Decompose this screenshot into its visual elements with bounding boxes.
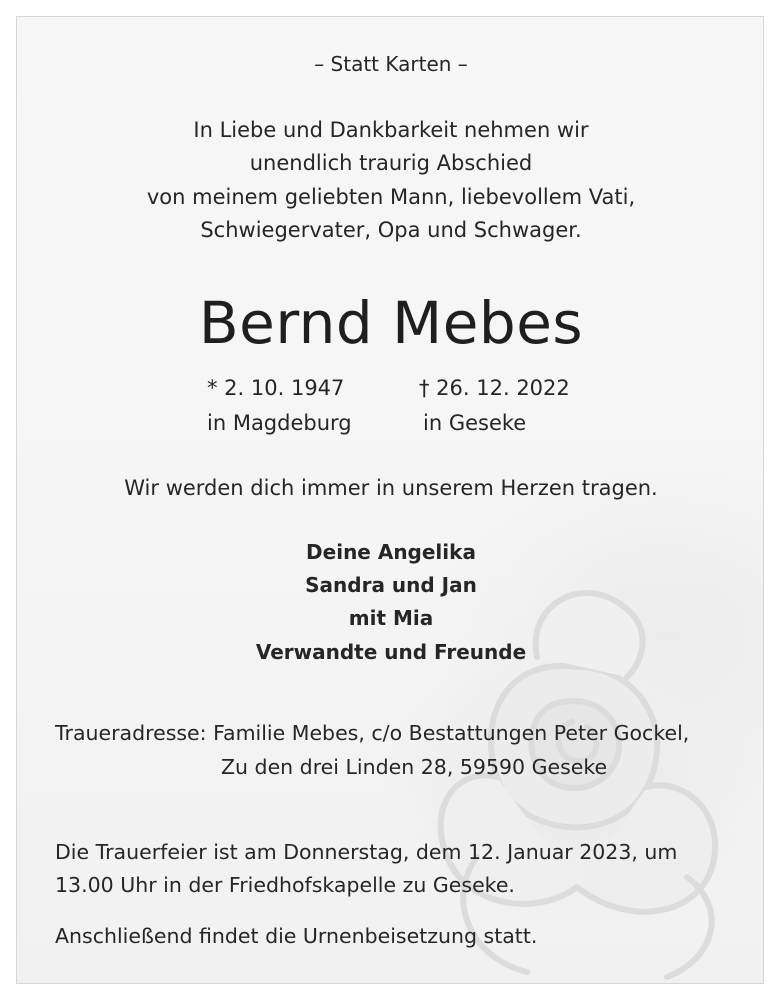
mourner-3: mit Mia xyxy=(348,606,434,630)
intro-line-2: unendlich traurig Abschied xyxy=(249,151,533,175)
address-line-1: Traueradresse: Familie Mebes, c/o Bestattungen Peter Gockel, xyxy=(55,721,690,745)
address-line-2: Zu den drei Linden 28, 59590 Geseke xyxy=(221,755,608,779)
death-date: † 26. 12. 2022 xyxy=(419,376,570,400)
mourner-4: Verwandte und Freunde xyxy=(255,640,527,664)
intro-line-1: In Liebe und Dankbarkeit nehmen wir xyxy=(193,118,589,142)
intro-line-3: von meinem geliebten Mann, liebevollem Vati, xyxy=(146,185,636,209)
obituary-card xyxy=(16,16,764,984)
burial-note: Anschließend findet die Urnenbeisetzung statt. xyxy=(55,924,538,948)
ceremony-line-1: Die Trauerfeier ist am Donnerstag, dem 12. Januar 2023, um xyxy=(55,840,678,864)
death-place: in Geseke xyxy=(423,411,527,435)
quote: Wir werden dich immer in unserem Herzen tragen. xyxy=(124,476,658,500)
deceased-name: Bernd Mebes xyxy=(198,289,584,357)
intro-line-4: Schwiegervater, Opa und Schwager. xyxy=(200,218,582,242)
ceremony-line-2: 13.00 Uhr in der Friedhofskapelle zu Geseke. xyxy=(55,873,515,897)
mourner-2: Sandra und Jan xyxy=(305,573,477,597)
birth-place: in Magdeburg xyxy=(207,411,352,435)
headline: – Statt Karten – xyxy=(314,52,468,76)
mourner-1: Deine Angelika xyxy=(306,540,476,564)
birth-date: * 2. 10. 1947 xyxy=(207,376,345,400)
